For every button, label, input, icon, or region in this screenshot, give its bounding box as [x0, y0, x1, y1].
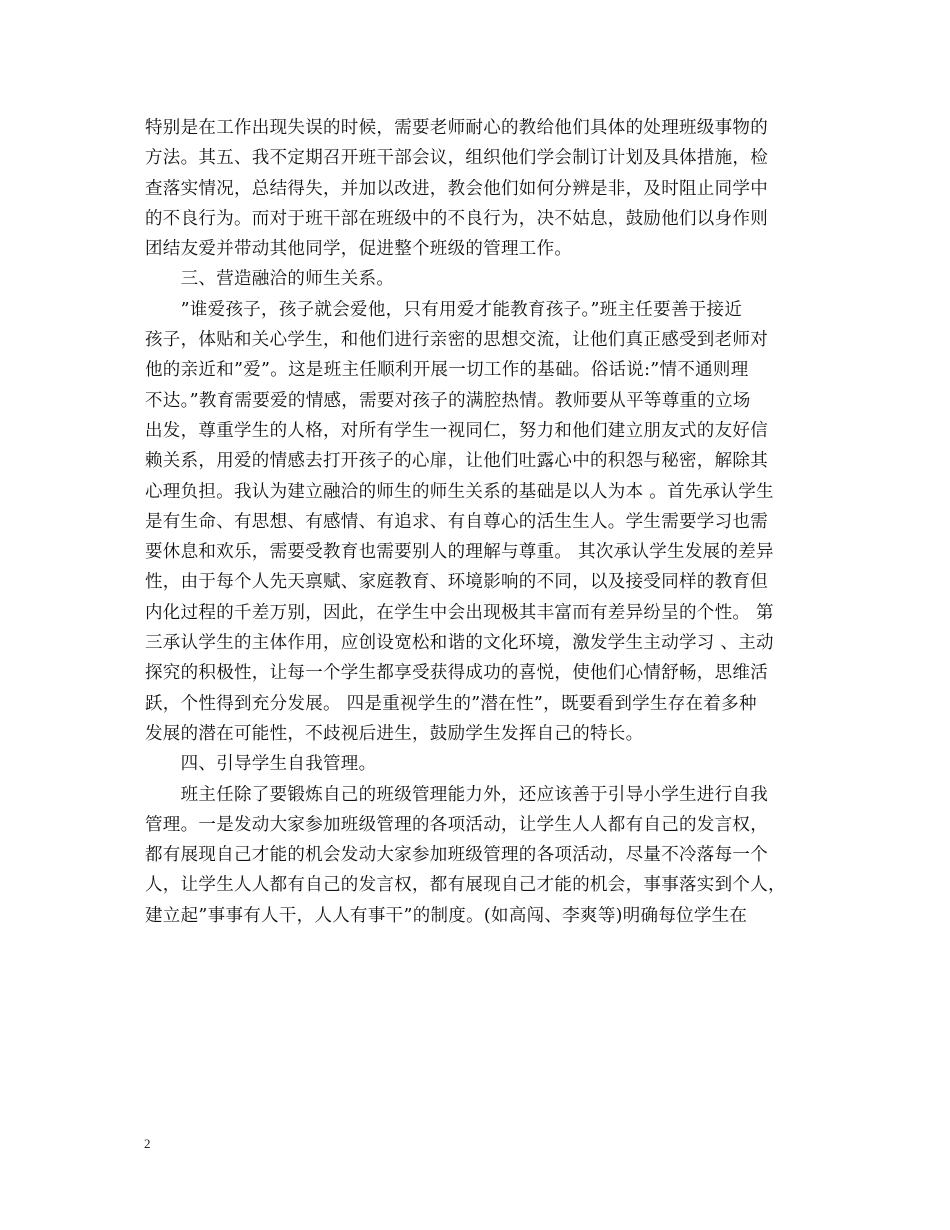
text-line: 探究的积极性，让每一个学生都享受获得成功的喜悦，使他们心情舒畅，思维活 [145, 663, 768, 684]
text-line: 方法。其五、我不定期召开班干部会议，组织他们学会制订计划及具体措施，检 [145, 148, 768, 169]
text-line: 都有展现自己才能的机会发动大家参加班级管理的各项活动，尽量不冷落每一个 [145, 845, 768, 866]
text-line: 发展的潜在可能性，不歧视后进生，鼓励学生发挥自己的特长。 [145, 723, 644, 744]
text-line: 赖关系，用爱的情感去打开孩子的心扉，让他们吐露心中的积怨与秘密，解除其 [145, 451, 768, 472]
text-line: 要休息和欢乐，需要受教育也需要别人的理解与尊重。 其次承认学生发展的差异 [145, 542, 774, 563]
text-line: 不达。”教育需要爱的情感，需要对孩子的满腔热情。教师要从平等尊重的立场 [145, 390, 751, 411]
text-line: 他的亲近和”爱”。这是班主任顺利开展一切工作的基础。俗话说:”情不通则理 [145, 360, 749, 381]
text-line: 是有生命、有思想、有感情、有追求、有自尊心的活生生人。学生需要学习也需 [145, 511, 768, 532]
text-line: 跃，个性得到充分发展。 四是重视学生的”潜在性”，既要看到学生存在着多种 [145, 693, 757, 714]
document-body [145, 113, 809, 931]
text-line: 人，让学生人人都有自己的发言权，都有展现自己才能的机会，事事落实到个人， [145, 875, 786, 896]
text-line: 管理。一是发动大家参加班级管理的各项活动，让学生人人都有自己的发言权， [145, 814, 768, 835]
text-line: 团结友爱并带动其他同学，促进整个班级的管理工作。 [145, 239, 573, 260]
text-line: 建立起”事事有人干，人人有事干”的制度。(如高闯、李爽等)明确每位学生在 [145, 905, 748, 926]
text-line: ”谁爱孩子，孩子就会爱他，只有用爱才能教育孩子。”班主任要善于接近 [145, 299, 743, 320]
text-line: 特别是在工作出现失误的时候，需要老师耐心的教给他们具体的处理班级事物的 [145, 118, 768, 138]
text-line: 班主任除了要锻炼自己的班级管理能力外，还应该善于引导小学生进行自我 [145, 784, 768, 805]
text-line: 三承认学生的主体作用，应创设宽松和谐的文化环境，激发学生主动学习 、主动 [145, 633, 774, 654]
section-heading: 三、营造融洽的师生关系。 [145, 269, 395, 290]
text-line: 内化过程的千差万别，因此，在学生中会出现极其丰富而有差异纷呈的个性。 第 [145, 602, 774, 623]
page-number: 2 [144, 1136, 151, 1151]
text-line: 查落实情况，总结得失，并加以改进，教会他们如何分辨是非，及时阻止同学中 [145, 178, 768, 199]
text-line: 出发，尊重学生的人格，对所有学生一视同仁，努力和他们建立朋友式的友好信 [145, 420, 768, 441]
text-line: 心理负担。我认为建立融洽的师生的师生关系的基础是以人为本 。首先承认学生 [145, 481, 774, 502]
section-heading: 四、引导学生自我管理。 [145, 754, 377, 775]
text-line: 孩子，体贴和关心学生，和他们进行亲密的思想交流，让他们真正感受到老师对 [145, 330, 768, 351]
text-line: 的不良行为。而对于班干部在班级中的不良行为，决不姑息，鼓励他们以身作则 [145, 208, 768, 229]
text-line: 性，由于每个人先天禀赋、家庭教育、环境影响的不同，以及接受同样的教育但 [145, 572, 768, 593]
